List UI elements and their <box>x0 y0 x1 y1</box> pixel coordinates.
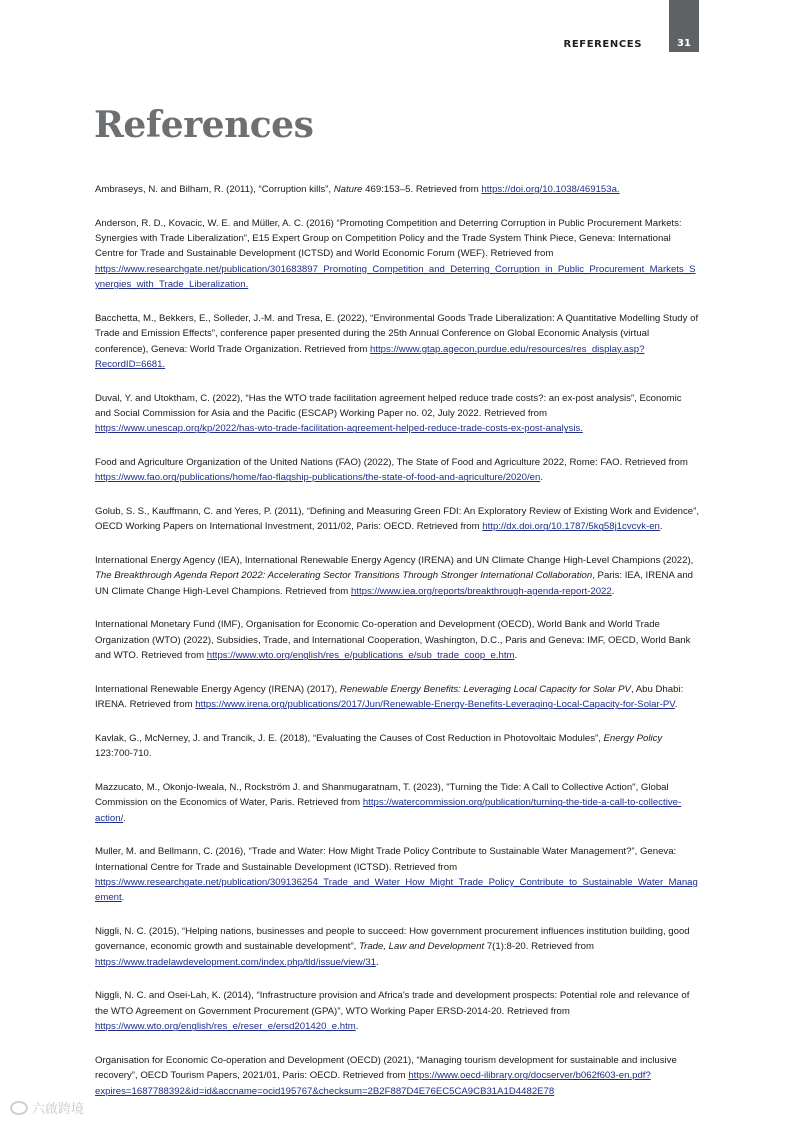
reference-entry <box>95 844 699 906</box>
reference-text: Kavlak, G., McNerney, J. and Trancik, J. E. (2018), “Evaluating the Causes of Cost Reduction in Photovoltaic Modules”, <box>95 732 604 744</box>
reference-entry <box>95 617 699 663</box>
reference-text: Bacchetta, M., Bekkers, E., Solleder, J.-M. and Tresa, E. (2022), “Environmental Goods Trade Liberalization: A Quantitative Modelling Study of Trade and Emission Effects”, conference paper presented during the 25th Annual Conference on Global Economic Analysis (virtual conference), Geneva: World Trade Organization. Retrieved from <box>95 312 699 355</box>
reference-text: Golub, S. S., Kauffmann, C. and Yeres, P. (2011), “Defining and Measuring Green FDI: An Exploratory Review of Existing Work and Evidence”, OECD Working Papers on International Investment, 2011/02, Paris: OECD. Retrieved from <box>95 506 700 533</box>
reference-link[interactable]: http://dx.doi.org/10.1787/5kg58j1cvcvk-en <box>482 521 660 533</box>
reference-title-italic: Renewable Energy Benefits: Leveraging Local Capacity for Solar PV <box>339 683 631 695</box>
reference-text: . <box>123 812 126 824</box>
reference-title-italic: Energy Policy <box>603 732 663 744</box>
reference-text: , Abu Dhabi: IRENA. Retrieved from <box>95 683 684 711</box>
reference-entry <box>95 455 699 486</box>
reference-text: . <box>376 956 379 968</box>
reference-text: International Renewable Energy Agency (IRENA) (2017), <box>95 683 340 695</box>
reference-entry <box>95 780 699 826</box>
reference-entry <box>95 182 699 197</box>
reference-title-italic: The Breakthrough Agenda Report 2022: Accelerating Sector Transitions Through Stronger International Collaboration <box>95 570 593 582</box>
reference-entry <box>95 553 699 599</box>
watermark <box>10 1098 84 1117</box>
reference-text: . <box>611 585 615 597</box>
reference-text: Food and Agriculture Organization of the United Nations (FAO) (2022), The State of Food and Agriculture 2022, Rome: FAO. Retrieved from <box>95 457 688 469</box>
reference-title-italic: Nature <box>333 184 363 195</box>
reference-text: Niggli, N. C. (2015), “Helping nations, businesses and people to succeed: How government procurement influences institution building, good governance, economic growth and sustainable development”, <box>95 926 690 953</box>
reference-entry <box>95 1053 699 1099</box>
reference-link[interactable]: https://www.iea.org/reports/breakthrough-agenda-report-2022 <box>350 585 612 597</box>
reference-entry <box>95 216 699 293</box>
reference-entry <box>95 504 699 535</box>
reference-entry <box>95 924 699 970</box>
reference-text: Ambraseys, N. and Bilham, R. (2011), “Corruption kills”, <box>95 184 334 195</box>
running-header: REFERENCES <box>563 39 642 50</box>
reference-link[interactable]: https://doi.org/10.1038/469153a. <box>481 184 620 195</box>
reference-text: . <box>355 1021 359 1033</box>
reference-text: 469:153–5. Retrieved from <box>362 184 482 195</box>
reference-text: Muller, M. and Bellmann, C. (2016), “Trade and Water: How Might Trade Policy Contribute to Sustainable Water Management?”, Geneva: International Centre for Trade and Sustainable Development (ICTSD). Retrieved from <box>95 846 677 873</box>
reference-link[interactable]: https://www.gtap.agecon.purdue.edu/resources/res_display.asp?RecordID=6681. <box>95 343 645 371</box>
reference-text: 7(1):8-20. Retrieved from <box>484 941 594 953</box>
reference-text: . <box>659 521 663 533</box>
reference-link[interactable]: https://www.tradelawdevelopment.com/index.php/tld/issue/view/31 <box>95 956 377 968</box>
reference-text: . <box>540 472 543 484</box>
reference-link[interactable]: https://www.unescap.org/kp/2022/has-wto-trade-facilitation-agreement-helped-reduce-trade-costs-ex-post-analysis. <box>95 423 583 435</box>
reference-text: Mazzucato, M., Okonjo-Iweala, N., Rockström J. and Shanmugaratnam, T. (2023), "Turning the Tide: A Call to Collective Action", Global Commission on the Economics of Water, Paris. Retrieved from <box>95 781 669 809</box>
reference-link[interactable]: https://www.fao.org/publications/home/fao-flagship-publications/the-state-of-food-and-agriculture/2020/en <box>95 472 541 484</box>
reference-link[interactable]: https://www.researchgate.net/publication/309136254_Trade_and_Water_How_Might_Trade_Policy_Contribute_to_Sustainable_Water_Management <box>95 877 698 904</box>
reference-text: 123:700-710. <box>95 748 152 760</box>
page-title: References <box>94 104 314 146</box>
reference-link[interactable]: https://www.wto.org/english/res_e/reser_e/ersd201420_e.htm <box>95 1021 356 1033</box>
reference-list <box>95 182 699 1117</box>
reference-entry <box>95 682 699 713</box>
reference-entry <box>95 391 699 437</box>
reference-text: Niggli, N. C. and Osei-Lah, K. (2014), “Infrastructure provision and Africa’s trade and development prospects: Potential role and relevance of the WTO Agreement on Government Procurement (GPA)”, WTO Working Paper ERSD-2014-20. Retrieved from <box>95 990 690 1017</box>
reference-entry <box>95 988 699 1034</box>
reference-text: Anderson, R. D., Kovacic, W. E. and Müller, A. C. (2016) “Promoting Competition and Deterring Corruption in Public Procurement Markets: Synergies with Trade Liberalization”, E15 Expert Group on Competition Policy and the Trade System Think Piece, Geneva: International Centre for Trade and Sustainable Development (ICTSD) and World Economic Forum (WEF). Retrieved from <box>95 217 682 260</box>
reference-entry <box>95 311 699 373</box>
reference-text: . <box>514 650 518 662</box>
reference-link[interactable]: https://watercommission.org/publication/turning-the-tide-a-call-to-collective-action/ <box>95 797 682 824</box>
reference-text: , Paris: IEA, IRENA and UN Climate Change High-Level Champions. Retrieved from <box>95 570 693 597</box>
reference-text: Duval, Y. and Utoktham, C. (2022), “Has the WTO trade facilitation agreement helped reduce trade costs?: an ex-post analysis”, Economic and Social Commission for Asia and the Pacific (ESCAP) Working Paper no. 02, July 2022. Retrieved from <box>95 392 682 420</box>
reference-link[interactable]: https://www.irena.org/publications/2017/Jun/Renewable-Energy-Benefits-Leveraging-Local-Capacity-for-Solar-PV <box>195 699 675 711</box>
watermark-text: 六啟跨境 <box>32 1102 85 1117</box>
reference-link[interactable]: https://www.wto.org/english/res_e/publications_e/sub_trade_coop_e.htm <box>206 650 515 662</box>
reference-link[interactable]: https://www.oecd-ilibrary.org/docserver/b062f603-en.pdf?expires=1687788392&id=id&accname=ocid195767&checksum=2B2F887D4E76EC5CA9CB31A1D4482E78 <box>95 1070 651 1097</box>
page-number: 31 <box>677 38 691 49</box>
reference-text: Organisation for Economic Co-operation and Development (OECD) (2021), “Managing tourism development for sustainable and inclusive recovery”, OECD Tourism Papers, 2021/01, Paris: OECD. Retrieved from <box>95 1054 677 1082</box>
watermark-logo-icon <box>10 1101 28 1115</box>
reference-link[interactable]: https://www.researchgate.net/publication/301683897_Promoting_Competition_and_Deterring_Corruption_in_Public_Procurement_Markets_Synergies_with_Trade_Liberalization. <box>95 263 696 291</box>
reference-text: . <box>121 892 125 904</box>
reference-text: . <box>674 699 678 711</box>
reference-text: International Energy Agency (IEA), International Renewable Energy Agency (IRENA) and UN Climate Change High-Level Champions (2022), <box>95 555 694 567</box>
page-number-tab <box>669 0 699 52</box>
reference-title-italic: Trade, Law and Development <box>359 941 485 953</box>
reference-text: International Monetary Fund (IMF), Organisation for Economic Co-operation and Development (OECD), World Bank and World Trade Organization (WTO) (2022), Subsidies, Trade, and International Cooperation, Washington, D.C., Paris and Geneva: IMF, OECD, World Bank and WTO. Retrieved from <box>95 619 691 662</box>
reference-entry <box>95 731 699 762</box>
